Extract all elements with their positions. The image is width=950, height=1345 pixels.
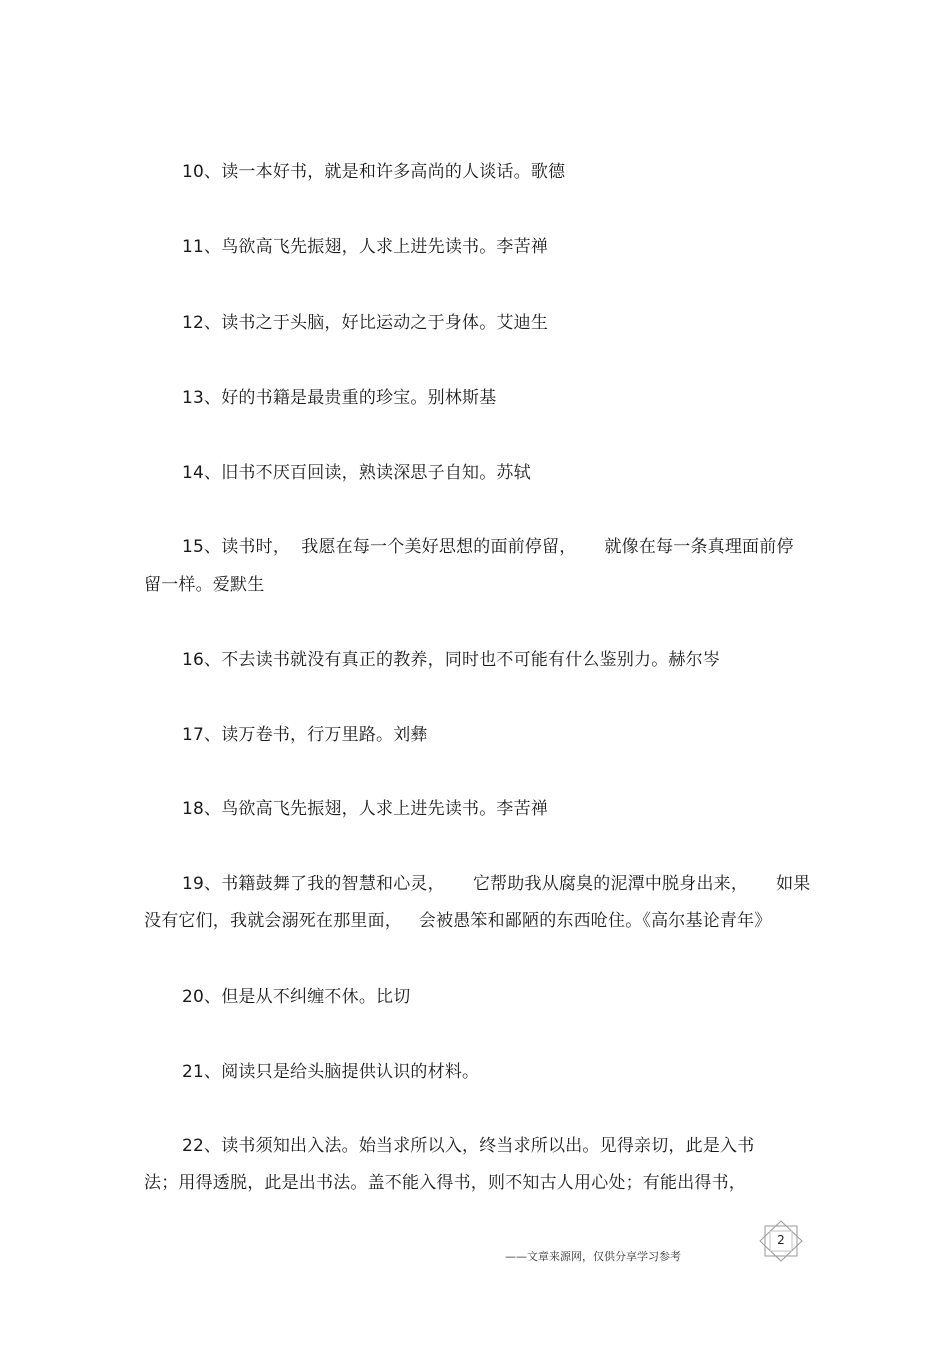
quote-14: 14、旧书不厌百回读，熟读深思子自知。苏轼 <box>182 463 531 483</box>
quote-15-line2: 留一样。爱默生 <box>144 575 265 595</box>
quote-11: 11、鸟欲高飞先振翅，人求上进先读书。李苦禅 <box>182 237 549 257</box>
page-number: 2 <box>777 1233 785 1247</box>
quote-10: 10、读一本好书，就是和许多高尚的人谈话。歌德 <box>182 162 566 182</box>
quote-18: 18、鸟欲高飞先振翅，人求上进先读书。李苦禅 <box>182 799 549 819</box>
quote-22-line2: 法；用得透脱，此是出书法。盖不能入得书，则不知古人用心处；有能出得书， <box>144 1173 746 1193</box>
quote-12: 12、读书之于头脑，好比运动之于身体。艾迪生 <box>182 313 549 333</box>
quote-20: 20、但是从不纠缠不休。比切 <box>182 987 411 1007</box>
quote-17: 17、读万卷书，行万里路。刘彝 <box>182 725 428 745</box>
page-number-badge <box>757 1220 805 1262</box>
quote-19-line1: 19、书籍鼓舞了我的智慧和心灵， 它帮助我从腐臭的泥潭中脱身出来， 如果 <box>182 874 811 894</box>
quote-22-line1: 22、读书须知出入法。始当求所以入，终当求所以出。见得亲切，此是入书 <box>182 1136 755 1156</box>
quote-16: 16、不去读书就没有真正的教养，同时也不可能有什么鉴别力。赫尔岑 <box>182 650 721 670</box>
quote-19-line2: 没有它们，我就会溺死在那里面， 会被愚笨和鄙陋的东西呛住。《高尔基论青年》 <box>144 911 772 931</box>
footer-source-note: ——文章来源网，仅供分享学习参考 <box>505 1250 681 1263</box>
quote-13: 13、好的书籍是最贵重的珍宝。别林斯基 <box>182 388 497 408</box>
quote-15-line1: 15、读书时， 我愿在每一个美好思想的面前停留， 就像在每一条真理面前停 <box>182 537 794 557</box>
quote-21: 21、阅读只是给头脑提供认识的材料。 <box>182 1062 480 1082</box>
